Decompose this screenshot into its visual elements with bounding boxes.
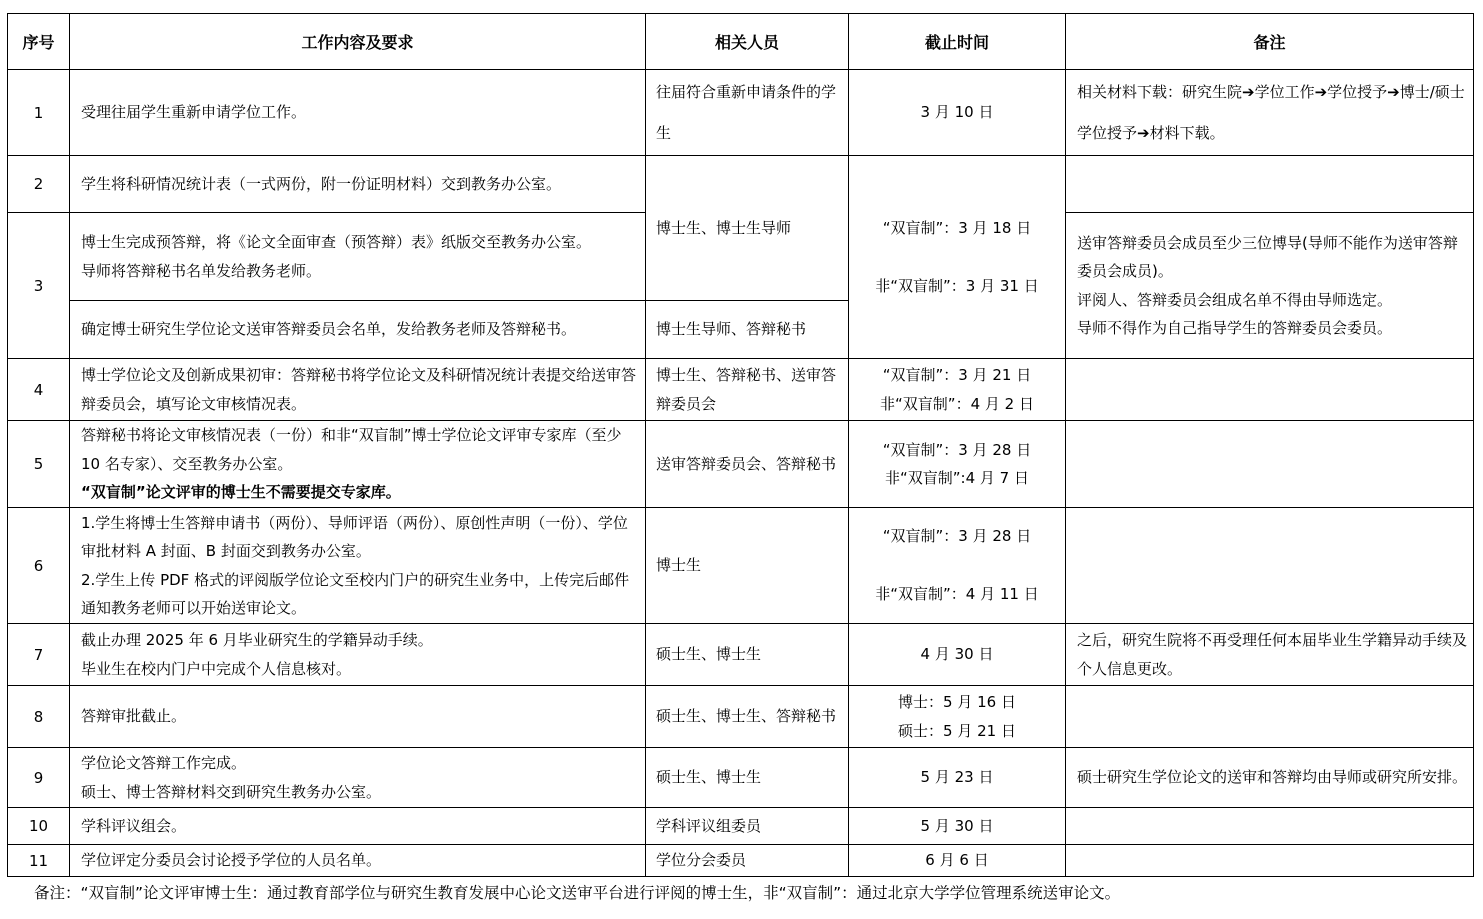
note-cell [1066, 213, 1474, 359]
header-number: 序号 [8, 14, 70, 70]
table-row [8, 156, 1474, 213]
note-text: 送审答辩委员会成员至少三位博导(导师不能作为送审答辩委员会成员)。 [1077, 233, 1458, 280]
note-cell: 之后，研究生院将不再受理任何本届毕业生学籍异动手续及个人信息更改。 [1066, 624, 1474, 686]
task-cell [70, 845, 646, 877]
row-number: 11 [8, 845, 70, 877]
deadline-double-blind: “双盲制”：3 月 28 日 [882, 527, 1032, 545]
people-cell: 博士生 [646, 508, 849, 624]
note-cell [1066, 359, 1474, 421]
deadline-text: 6 月 6 日 [925, 851, 989, 870]
people-cell: 硕士生、博士生 [646, 748, 849, 808]
deadline-cell [849, 359, 1066, 421]
deadline-cell [849, 508, 1066, 624]
deadline-double-blind: “双盲制”：3 月 18 日 [882, 218, 1032, 237]
task-text: 学位评定分委员会讨论授予学位的人员名单。 [81, 851, 382, 870]
note-cell [1066, 156, 1474, 213]
task-text: 截止办理 2025 年 6 月毕业研究生的学籍异动手续。 [81, 631, 433, 649]
note-cell [1066, 845, 1474, 877]
note-text: 导师不得作为自己指导学生的答辩委员会委员。 [1077, 319, 1393, 337]
deadline-text: 4 月 30 日 [920, 645, 994, 664]
deadline-double-blind: “双盲制”：3 月 28 日 [882, 440, 1032, 459]
people-cell: 硕士生、博士生 [646, 624, 849, 686]
task-cell [70, 70, 646, 156]
task-text: 受理往届学生重新申请学位工作。 [81, 103, 307, 122]
deadline-double-blind: “双盲制”：3 月 21 日 [882, 366, 1032, 384]
task-text: 学位论文答辩工作完成。 [81, 754, 247, 772]
row-number: 4 [8, 359, 70, 421]
task-cell [70, 213, 646, 301]
table-row [8, 421, 1474, 508]
deadline-cell [849, 808, 1066, 845]
row-number: 10 [8, 808, 70, 845]
task-cell [70, 624, 646, 686]
people-cell: 送审答辩委员会、答辩秘书 [646, 421, 849, 508]
task-cell [70, 301, 646, 359]
task-cell [70, 359, 646, 421]
deadline-phd: 博士：5 月 16 日 [898, 693, 1016, 711]
header-task: 工作内容及要求 [70, 14, 646, 70]
people-cell: 博士生导师、答辩秘书 [646, 301, 849, 359]
row-number: 8 [8, 686, 70, 748]
header-deadline: 截止时间 [849, 14, 1066, 70]
table-row [8, 624, 1474, 686]
footnote: 备注：“双盲制”论文评审博士生：通过教育部学位与研究生教育发展中心论文送审平台进行评阅的博士生，非“双盲制”：通过北京大学学位管理系统送审论文。 [34, 884, 1121, 902]
row-number: 6 [8, 508, 70, 624]
table-row [8, 748, 1474, 808]
table-row [8, 808, 1474, 845]
task-emphasis: “双盲制”论文评审的博士生不需要提交专家库。 [81, 483, 401, 502]
people-cell: 学位分会委员 [646, 845, 849, 877]
deadline-cell [849, 421, 1066, 508]
task-text: 学生将科研情况统计表（一式两份，附一份证明材料）交到教务办公室。 [81, 174, 562, 193]
deadline-cell [849, 70, 1066, 156]
task-text: 博士生完成预答辩，将《论文全面审查（预答辩）表》纸版交至教务办公室。 [81, 233, 592, 251]
deadline-non-double-blind: 非“双盲制”：4 月 11 日 [875, 585, 1039, 603]
people-cell: 往届符合重新申请条件的学生 [646, 70, 849, 156]
deadline-text: 3 月 10 日 [920, 103, 994, 122]
task-text: 学科评议组会。 [81, 816, 187, 835]
task-text: 硕士、博士答辩材料交到研究生教务办公室。 [81, 782, 382, 801]
task-text: 博士学位论文及创新成果初审：答辩秘书将学位论文及科研情况统计表提交给送审答辩委员会，填写论文审核情况表。 [81, 366, 637, 413]
header-people: 相关人员 [646, 14, 849, 70]
row-number: 5 [8, 421, 70, 508]
task-cell [70, 748, 646, 808]
deadline-cell [849, 156, 1066, 359]
deadline-cell [849, 624, 1066, 686]
task-cell [70, 686, 646, 748]
task-text: 确定博士研究生学位论文送审答辩委员会名单，发给教务老师及答辩秘书。 [81, 320, 577, 339]
task-text: 答辩秘书将论文审核情况表（一份）和非“双盲制”博士学位论文评审专家库（至少 10 名专家）、交至教务办公室。 [81, 426, 622, 473]
deadline-cell [849, 748, 1066, 808]
note-cell [1066, 808, 1474, 845]
deadline-cell [849, 686, 1066, 748]
task-text: 答辩审批截止。 [81, 707, 187, 726]
task-cell [70, 156, 646, 213]
deadline-text: 5 月 30 日 [920, 816, 994, 835]
note-text: 评阅人、答辩委员会组成名单不得由导师选定。 [1077, 290, 1393, 309]
note-cell: 硕士研究生学位论文的送审和答辩均由导师或研究所安排。 [1066, 748, 1474, 808]
table-row [8, 70, 1474, 156]
row-number: 1 [8, 70, 70, 156]
note-cell: 相关材料下载：研究生院➔学位工作➔学位授予➔博士/硕士学位授予➔材料下载。 [1066, 70, 1474, 156]
schedule-table [7, 13, 1474, 877]
row-number: 2 [8, 156, 70, 213]
row-number: 3 [8, 213, 70, 359]
header-row [8, 14, 1474, 70]
deadline-non-double-blind: 非“双盲制”：3 月 31 日 [875, 276, 1039, 295]
task-cell [70, 508, 646, 624]
task-text: 导师将答辩秘书名单发给教务老师。 [81, 261, 322, 280]
task-cell [70, 808, 646, 845]
people-cell: 学科评议组委员 [646, 808, 849, 845]
header-note: 备注 [1066, 14, 1474, 70]
people-cell: 博士生、答辩秘书、送审答辩委员会 [646, 359, 849, 421]
task-text: 毕业生在校内门户中完成个人信息核对。 [81, 659, 352, 678]
row-number: 9 [8, 748, 70, 808]
table-row [8, 686, 1474, 748]
deadline-cell [849, 845, 1066, 877]
people-cell: 硕士生、博士生、答辩秘书 [646, 686, 849, 748]
task-cell [70, 421, 646, 508]
note-cell [1066, 508, 1474, 624]
table-row [8, 359, 1474, 421]
people-cell: 博士生、博士生导师 [646, 156, 849, 301]
deadline-non-double-blind: 非“双盲制”:4 月 7 日 [885, 469, 1029, 487]
deadline-text: 5 月 23 日 [920, 768, 994, 787]
deadline-master: 硕士：5 月 21 日 [898, 721, 1016, 740]
note-cell [1066, 421, 1474, 508]
note-cell [1066, 686, 1474, 748]
task-text: 2.学生上传 PDF 格式的评阅版学位论文至校内门户的研究生业务中，上传完后邮件通知教务老师可以开始送审论文。 [81, 570, 630, 617]
task-text: 1.学生将博士生答辩申请书（两份）、导师评语（两份）、原创性声明（一份）、学位审批材料 A 封面、B 封面交到教务办公室。 [81, 513, 628, 560]
table-row [8, 845, 1474, 877]
deadline-non-double-blind: 非“双盲制”：4 月 2 日 [880, 394, 1034, 413]
table-row [8, 508, 1474, 624]
row-number: 7 [8, 624, 70, 686]
